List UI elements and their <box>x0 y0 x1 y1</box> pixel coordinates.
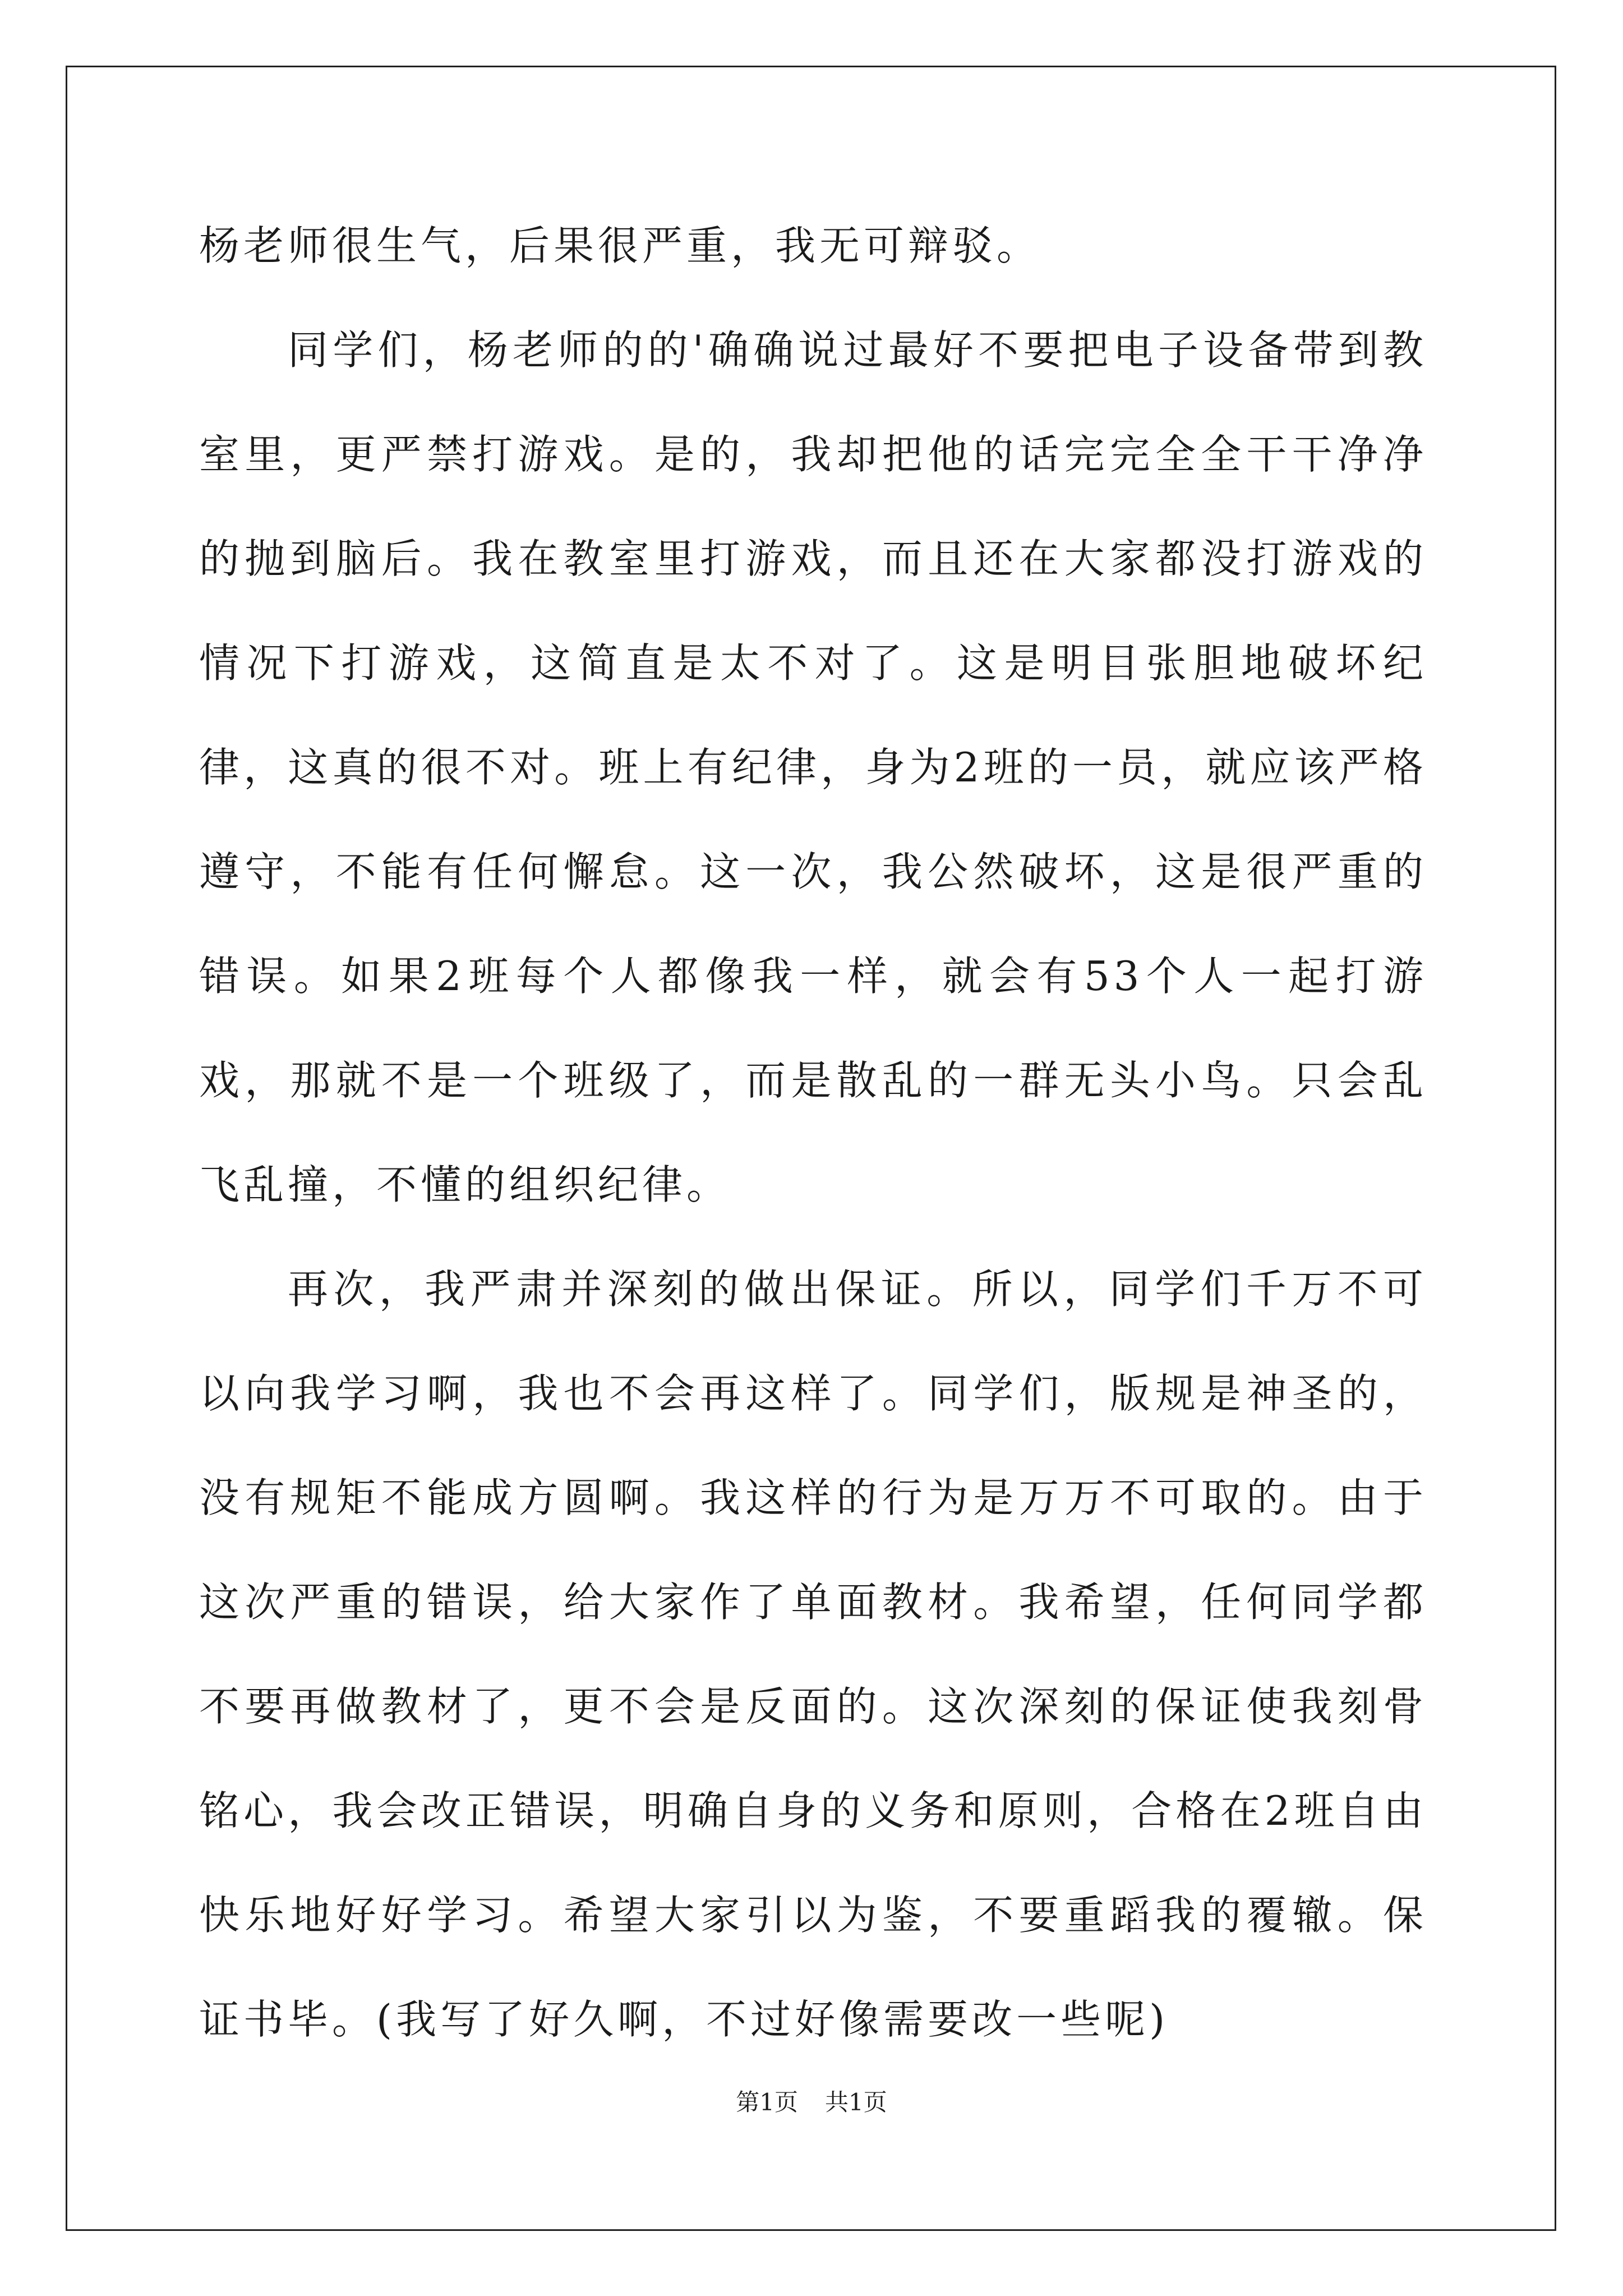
paragraph-1: 杨老师很生气，后果很严重，我无可辩驳。 <box>199 222 1041 269</box>
paragraph-3: 再次，我严肃并深刻的做出保证。所以，同学们千万不可以向我学习啊，我也不会再这样了。同学们，版规是神圣的，没有规矩不能成方圆啊。我这样的行为是万万不可取的。由于这次严重的错误，给大家作了单面教材。我希望，任何同学都不要再做教材了，更不会是反面的。这次深刻的保证使我刻骨铭心，我会改正错误，明确自身的义务和原则，合格在2班自由快乐地好好学习。希望大家引以为鉴，不要重蹈我的覆辙。保证书毕。(我写了好久啊，不过好像需要改一些呢) <box>199 1266 1427 2043</box>
page-number: 第1页 <box>736 2088 798 2116</box>
page-total: 共1页 <box>825 2088 887 2116</box>
document-body <box>199 194 1427 2072</box>
page-footer <box>0 2086 1623 2119</box>
paragraph-2: 同学们，杨老师的的'确确说过最好不要把电子设备带到教室里，更严禁打游戏。是的，我却把他的话完完全全干干净净的抛到脑后。我在教室里打游戏，而且还在大家都没打游戏的情况下打游戏，这简直是太不对了。这是明目张胆地破坏纪律，这真的很不对。班上有纪律，身为2班的一员，就应该严格遵守，不能有任何懈怠。这一次，我公然破坏，这是很严重的错误。如果2班每个人都像我一样，就会有53个人一起打游戏，那就不是一个班级了，而是散乱的一群无头小鸟。只会乱飞乱撞，不懂的组织纪律。 <box>199 326 1427 1208</box>
